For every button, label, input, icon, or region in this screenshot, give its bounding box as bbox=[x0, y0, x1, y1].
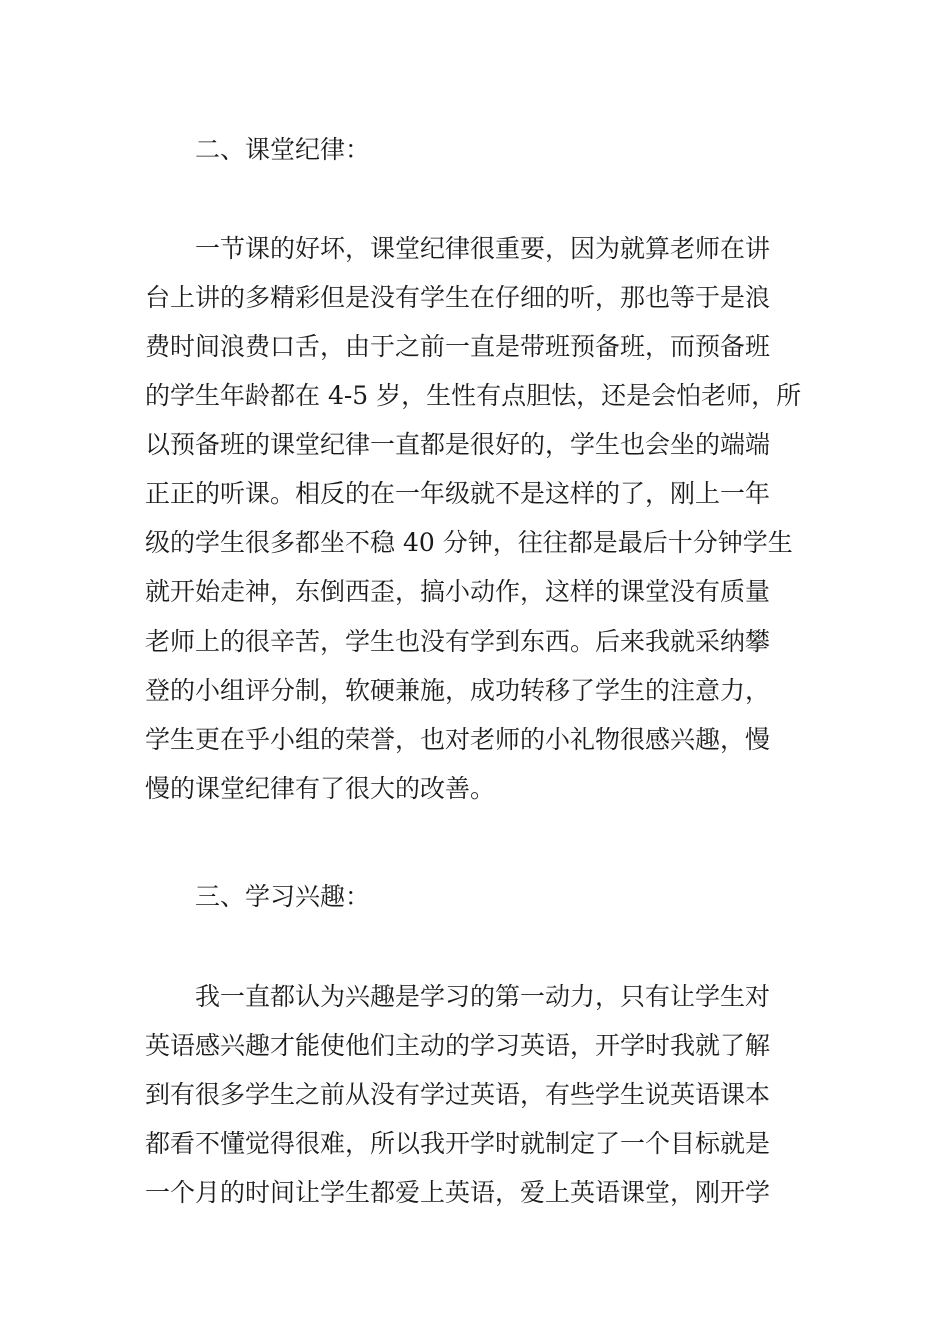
paragraph-line: 台上讲的多精彩但是没有学生在仔细的听，那也等于是浪 bbox=[145, 283, 771, 312]
section-heading-interest: 三、学习兴趣： bbox=[195, 882, 371, 911]
paragraph-line: 到有很多学生之前从没有学过英语，有些学生说英语课本 bbox=[145, 1080, 771, 1109]
paragraph-line: 的学生年龄都在 4-5 岁，生性有点胆怯，还是会怕老师，所 bbox=[145, 381, 802, 410]
paragraph-line: 慢的课堂纪律有了很大的改善。 bbox=[145, 774, 496, 803]
paragraph-line: 都看不懂觉得很难，所以我开学时就制定了一个目标就是 bbox=[145, 1129, 771, 1158]
section-heading-discipline: 二、课堂纪律： bbox=[195, 135, 371, 164]
paragraph-line: 我一直都认为兴趣是学习的第一动力，只有让学生对 bbox=[195, 982, 771, 1011]
paragraph-line: 正正的听课。相反的在一年级就不是这样的了，刚上一年 bbox=[145, 479, 771, 508]
paragraph-line: 级的学生很多都坐不稳 40 分钟，往往都是最后十分钟学生 bbox=[145, 528, 793, 557]
paragraph-line: 一节课的好坏，课堂纪律很重要，因为就算老师在讲 bbox=[195, 234, 771, 263]
paragraph-line: 登的小组评分制，软硬兼施，成功转移了学生的注意力， bbox=[145, 676, 771, 705]
paragraph-line: 学生更在乎小组的荣誉，也对老师的小礼物很感兴趣，慢 bbox=[145, 725, 771, 754]
paragraph-line: 一个月的时间让学生都爱上英语，爱上英语课堂，刚开学 bbox=[145, 1178, 771, 1207]
paragraph-line: 老师上的很辛苦，学生也没有学到东西。后来我就采纳攀 bbox=[145, 627, 771, 656]
paragraph-line: 费时间浪费口舌，由于之前一直是带班预备班，而预备班 bbox=[145, 332, 771, 361]
paragraph-line: 就开始走神，东倒西歪，搞小动作，这样的课堂没有质量 bbox=[145, 577, 771, 606]
paragraph-line: 英语感兴趣才能使他们主动的学习英语，开学时我就了解 bbox=[145, 1031, 771, 1060]
paragraph-line: 以预备班的课堂纪律一直都是很好的，学生也会坐的端端 bbox=[145, 430, 771, 459]
